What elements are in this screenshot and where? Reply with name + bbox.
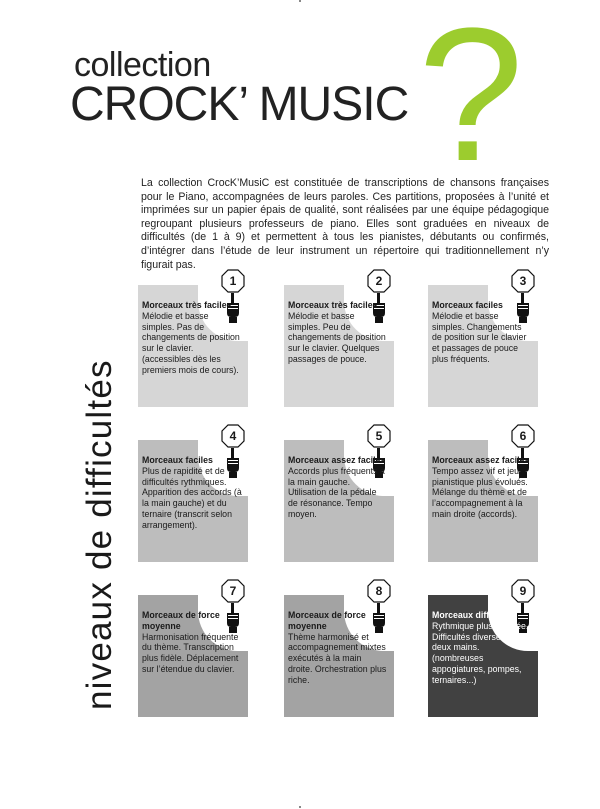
level-title: Morceaux faciles bbox=[142, 455, 213, 465]
level-description: Harmonisation fréquente du thème. Transcription plus fidèle. Déplacement sur l’étendue du clavier. bbox=[142, 631, 239, 674]
level-card-2 bbox=[284, 265, 394, 407]
level-card-1 bbox=[138, 265, 248, 407]
level-description: Mélodie et basse simples. Peu de changements de position sur le clavier. Quelques passages de pouce. bbox=[288, 310, 386, 364]
level-card-3 bbox=[428, 265, 538, 407]
level-number-badge: 6 bbox=[511, 424, 535, 448]
level-number-badge: 9 bbox=[511, 579, 535, 603]
level-description: Tempo assez vif et jeu pianistique plus évolués. Mélange du thème et de l’accompagnement à la main droite (accords). bbox=[432, 465, 528, 519]
level-number-badge: 2 bbox=[367, 269, 391, 293]
intro-paragraph: La collection CrocK’MusiC est constituée de transcriptions de chansons françaises pour le Piano, accompagnées de leurs paroles. Ces partitions, proposées à l’unité et imprimées sur un papier épais de qualité, sont réalisées par une équipe pédagogique regroupant plusieurs professeurs de piano. Elles sont graduées en niveaux de difficultés (de 1 à 9) et permettent à tous les pianistes, débutants ou confirmés, d’intégrer dans l’étude de leur instrument un répertoire qui traditionnellement n’y figurait pas. bbox=[141, 177, 549, 271]
level-card-6 bbox=[428, 420, 538, 562]
level-card-8 bbox=[284, 575, 394, 717]
level-title: Morceaux de force moyenne bbox=[142, 610, 220, 631]
level-title: Morceaux faciles bbox=[432, 300, 503, 310]
crop-mark-bottom bbox=[299, 806, 301, 808]
level-number-badge: 5 bbox=[367, 424, 391, 448]
brand-title: CROCK’ MUSIC bbox=[70, 78, 409, 131]
level-description: Mélodie et basse simples. Changements de position sur le clavier et passages de pouce plus fréquents. bbox=[432, 310, 527, 364]
level-card-7 bbox=[138, 575, 248, 717]
level-description: Rythmique plus évoluée. Difficultés diverses aux deux mains. (nombreuses appogiatures, pompes, ternaires...) bbox=[432, 620, 529, 685]
level-number-badge: 1 bbox=[221, 269, 245, 293]
level-number-badge: 4 bbox=[221, 424, 245, 448]
levels-grid bbox=[138, 265, 538, 717]
level-card-4 bbox=[138, 420, 248, 562]
level-title: Morceaux très faciles bbox=[142, 300, 232, 310]
level-card-9 bbox=[428, 575, 538, 717]
level-description: Thème harmonisé et accompagnement mixtes exécutés à la main droite. Orchestration plus riche. bbox=[288, 631, 387, 685]
crop-mark-top bbox=[299, 0, 301, 2]
question-mark-logo: ? bbox=[418, 0, 524, 201]
level-title: Morceaux assez faciles bbox=[288, 455, 386, 465]
level-number-badge: 8 bbox=[367, 579, 391, 603]
level-number-badge: 7 bbox=[221, 579, 245, 603]
level-title: Morceaux très faciles bbox=[288, 300, 378, 310]
level-description: Plus de rapidité et de difficultés rythmiques. Apparition des accords (à la main gauche) et du ternaire (transcrit selon arrangement). bbox=[142, 465, 242, 530]
level-number-badge: 3 bbox=[511, 269, 535, 293]
level-description: Accords plus fréquents à la main gauche. Utilisation de la pédale de résonance. Tempo moyen. bbox=[288, 465, 385, 519]
level-title: Morceaux difficiles bbox=[432, 610, 512, 620]
side-title: niveaux de difficultés bbox=[80, 359, 119, 710]
level-card-5 bbox=[284, 420, 394, 562]
collection-label: collection bbox=[74, 46, 211, 84]
level-description: Mélodie et basse simples. Pas de changements de position sur le clavier. (accessibles dès les premiers mois de cours). bbox=[142, 310, 240, 375]
level-title: Morceaux assez faciles bbox=[432, 455, 530, 465]
level-title: Morceaux de force moyenne bbox=[288, 610, 366, 631]
